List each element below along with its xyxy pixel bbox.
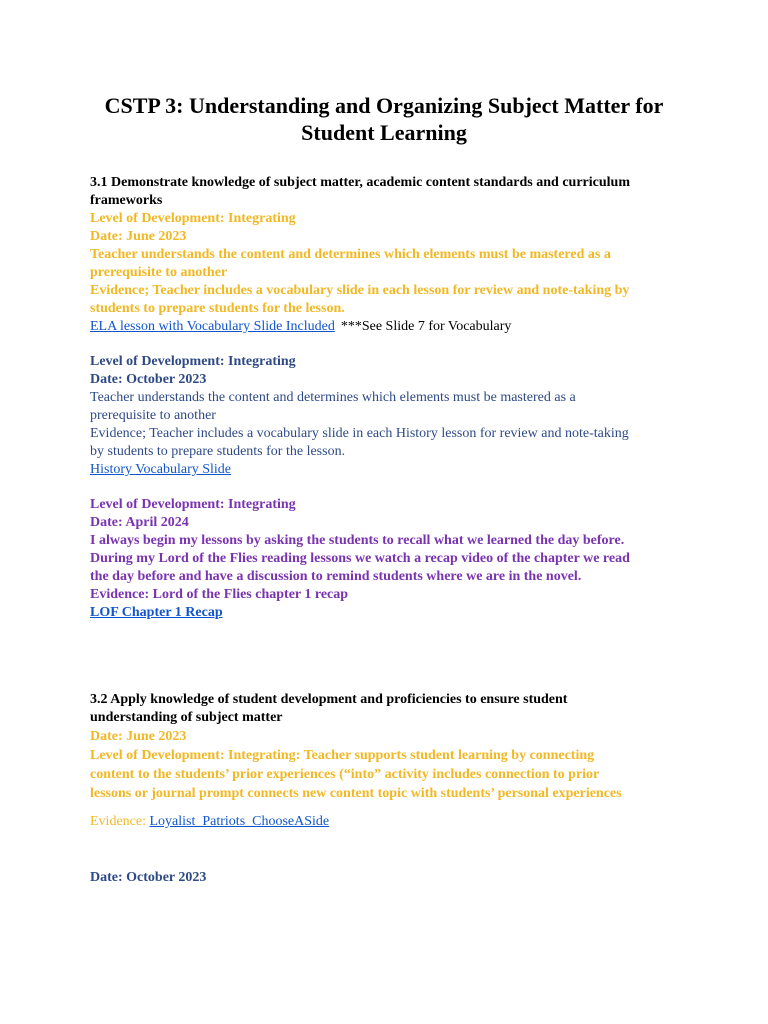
entry-evidence: Evidence: Lord of the Flies chapter 1 recap <box>90 587 349 602</box>
entry-level-line-1: Level of Development: Integrating: Teacher supports student learning by connecting <box>90 748 595 763</box>
section-3-2-entry-june-2023 <box>90 727 690 803</box>
evidence-row <box>90 813 690 831</box>
section-3-1-entry-june-2023 <box>90 210 690 318</box>
entry-date: Date: April 2024 <box>90 515 189 530</box>
entry-description-line-2: prerequisite to another <box>90 265 228 280</box>
entry-date: Date: October 2023 <box>90 372 207 387</box>
loyalist-patriots-link[interactable]: Loyalist_Patriots_ChooseASide <box>149 814 330 829</box>
lof-chapter-1-recap-link[interactable]: LOF Chapter 1 Recap <box>90 605 223 620</box>
entry-description-line-1: Teacher understands the content and determines which elements must be mastered as a <box>90 247 611 262</box>
evidence-label: Evidence: <box>90 814 146 829</box>
entry-evidence-line-2: by students to prepare students for the lesson. <box>90 444 346 459</box>
level-of-development: Level of Development: Integrating <box>90 497 296 512</box>
entry-evidence-line-2: students to prepare students for the lesson. <box>90 301 345 316</box>
entry-description-line-1: Teacher understands the content and determines which elements must be mastered as a <box>90 390 576 405</box>
entry-date: Date: June 2023 <box>90 729 187 744</box>
section-3-2-heading: 3.2 Apply knowledge of student development and proficiencies to ensure student understanding of subject matter <box>90 692 568 725</box>
entry-level-line-3: lessons or journal prompt connects new content topic with students’ personal experiences <box>90 786 622 801</box>
entry-level-line-2: content to the students’ prior experiences (“into” activity includes connection to prior <box>90 767 600 782</box>
level-of-development: Level of Development: Integrating <box>90 354 296 369</box>
entry-evidence-line-1: Evidence; Teacher includes a vocabulary slide in each lesson for review and note-taking by <box>90 283 630 298</box>
entry-description-line-1: I always begin my lessons by asking the students to recall what we learned the day before. <box>90 533 625 548</box>
entry-date: Date: October 2023 <box>90 870 207 885</box>
entry-description-line-2: prerequisite to another <box>90 408 216 423</box>
ela-lesson-link[interactable]: ELA lesson with Vocabulary Slide Included <box>90 319 335 334</box>
history-vocabulary-link[interactable]: History Vocabulary Slide <box>90 462 232 477</box>
page-title-line-1: CSTP 3: Understanding and Organizing Subject Matter for <box>104 93 664 118</box>
entry-description-line-2: During my Lord of the Flies reading lessons we watch a recap video of the chapter we read <box>90 551 630 566</box>
entry-evidence-line-1: Evidence; Teacher includes a vocabulary slide in each History lesson for review and note-taking <box>90 426 629 441</box>
section-3-1-entry-october-2023 <box>90 353 690 479</box>
ela-lesson-link-row <box>90 318 690 336</box>
level-of-development: Level of Development: Integrating <box>90 211 296 226</box>
page-title-line-2: Student Learning <box>301 120 467 145</box>
section-3-1-entry-april-2024 <box>90 496 690 622</box>
page-title <box>60 92 708 146</box>
entry-description-line-3: the day before and have a discussion to remind students where we are in the novel. <box>90 569 582 584</box>
entry-date: Date: June 2023 <box>90 229 187 244</box>
section-3-1-heading: 3.1 Demonstrate knowledge of subject matter, academic content standards and curriculum frameworks <box>90 175 630 208</box>
slide-note: ***See Slide 7 for Vocabulary <box>340 319 512 334</box>
section-3-2-entry-october-2023 <box>90 869 690 887</box>
